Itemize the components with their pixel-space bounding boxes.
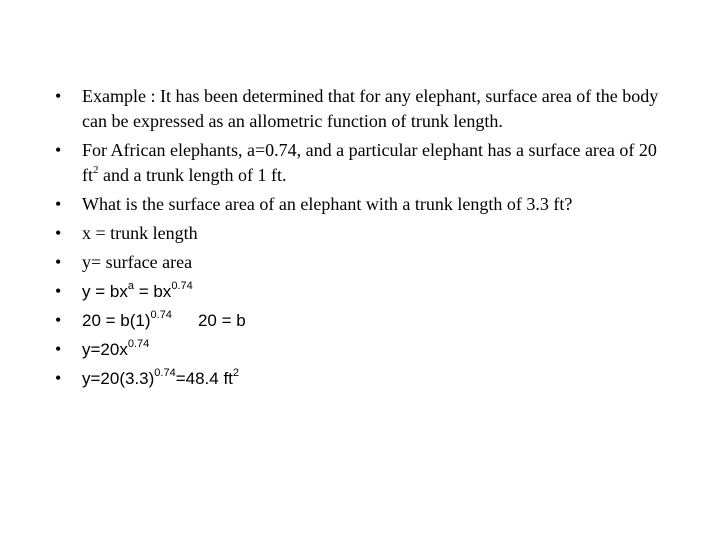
equation-1 bbox=[82, 282, 193, 301]
african-text: For African elephants, a=0.74, and a particular elephant has a surface area of 20 ft bbox=[82, 140, 657, 185]
bullet-icon: • bbox=[55, 252, 62, 272]
list-item bbox=[55, 250, 665, 275]
bullet-icon: • bbox=[55, 339, 62, 359]
example-text: Example : It has been determined that for any elephant, surface area of the body can be expressed as an allometric function of trunk length. bbox=[82, 86, 659, 131]
equation-4 bbox=[82, 369, 239, 388]
equation-2 bbox=[82, 311, 246, 330]
x-definition: x = trunk length bbox=[82, 223, 198, 243]
bullet-icon: • bbox=[55, 86, 62, 106]
list-item bbox=[55, 84, 665, 134]
bullet-icon: • bbox=[55, 223, 62, 243]
equation-2-part-a: 20 = b(1) bbox=[82, 311, 151, 330]
equation-3 bbox=[82, 340, 149, 359]
list-item bbox=[55, 279, 665, 304]
list-item bbox=[55, 308, 665, 333]
superscript: 2 bbox=[232, 367, 240, 380]
y-definition: y= surface area bbox=[82, 252, 193, 272]
superscript: a bbox=[127, 280, 134, 293]
equation-3-part-a: y=20x bbox=[82, 340, 128, 359]
list-item bbox=[55, 138, 665, 188]
equation-4-part-b: =48.4 ft bbox=[175, 369, 233, 388]
superscript: 0.74 bbox=[154, 367, 176, 380]
equation-4-part-a: y=20(3.3) bbox=[82, 369, 155, 388]
question-text: What is the surface area of an elephant with a trunk length of 3.3 ft? bbox=[82, 194, 573, 214]
superscript: 0.74 bbox=[127, 338, 150, 351]
african-text-end: and a trunk length of 1 ft. bbox=[98, 165, 287, 185]
equation-1-part-b: = bx bbox=[133, 282, 172, 301]
bullet-icon: • bbox=[55, 281, 62, 301]
bullet-icon: • bbox=[55, 368, 62, 388]
superscript: 0.74 bbox=[150, 309, 172, 322]
list-item bbox=[55, 337, 665, 362]
bullet-icon: • bbox=[55, 194, 62, 214]
superscript: 0.74 bbox=[171, 280, 193, 293]
bullet-icon: • bbox=[55, 310, 62, 330]
bullet-list bbox=[55, 84, 665, 395]
superscript: 2 bbox=[93, 164, 99, 176]
bullet-icon: • bbox=[55, 140, 62, 160]
list-item bbox=[55, 366, 665, 391]
equation-1-part-a: y = bx bbox=[82, 282, 128, 301]
equation-2-part-b: 20 = b bbox=[197, 311, 246, 330]
list-item bbox=[55, 221, 665, 246]
list-item bbox=[55, 192, 665, 217]
